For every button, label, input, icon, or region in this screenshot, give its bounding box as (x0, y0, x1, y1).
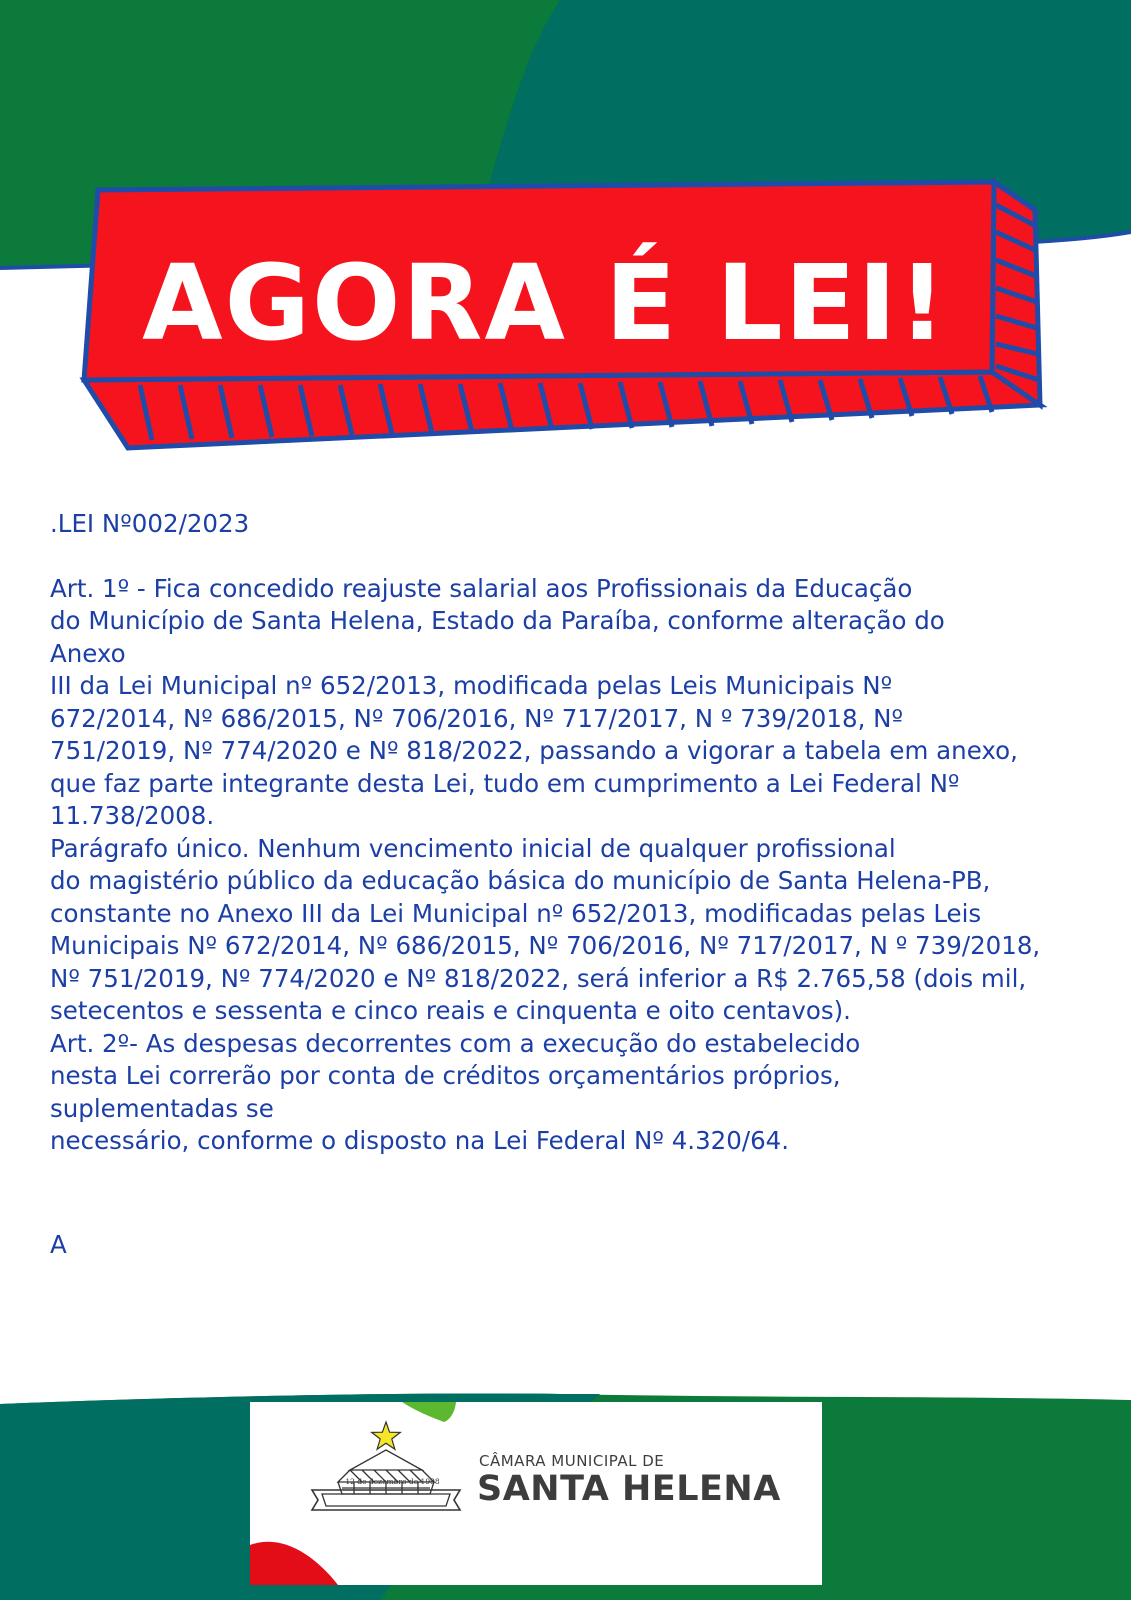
logo-title: SANTA HELENA (477, 1469, 781, 1509)
banner-title: AGORA É LEI! (142, 242, 948, 364)
banner (0, 0, 1131, 480)
chamber-logo-panel (250, 1402, 822, 1585)
law-document (50, 508, 1090, 1158)
seal-date: 12 de dezembro de 1998 (345, 1477, 440, 1486)
law-body: Art. 1º - Fica concedido reajuste salarial aos Profissionais da Educação do Município de Santa Helena, Estado da Paraíba, conforme alteração do Anexo III da Lei Municipal nº 652/2013, modificada pelas Leis Municipais Nº 672/2014, Nº 686/2015, Nº 706/2016, Nº 717/2017, N º 739/2018, Nº 751/2019, Nº 774/2020 e Nº 818/2022, passando a vigorar a tabela em anexo, que faz parte integrante desta Lei, tudo em cumprimento a Lei Federal Nº 11.738/2008. Parágrafo único. Nenhum vencimento inicial de qualquer profissional do magistério público da educação básica do município de Santa Helena-PB, constante no Anexo III da Lei Municipal nº 652/2013, modificadas pelas Leis Municipais Nº 672/2014, Nº 686/2015, Nº 706/2016, Nº 717/2017, N º 739/2018, Nº 751/2019, Nº 774/2020 e Nº 818/2022, será inferior a R$ 2.765,58 (dois mil, setecentos e sessenta e cinco reais e cinquenta e oito centavos). Art. 2º- As despesas decorrentes com a execução do estabelecido nesta Lei correrão por conta de créditos orçamentários próprios, suplementadas se necessário, conforme o disposto na Lei Federal Nº 4.320/64. (50, 573, 1041, 1155)
law-number: .LEI Nº002/2023 (50, 509, 250, 538)
signature-initial: A (50, 1230, 67, 1259)
logo-subtitle: CÂMARA MUNICIPAL DE (479, 1452, 665, 1470)
